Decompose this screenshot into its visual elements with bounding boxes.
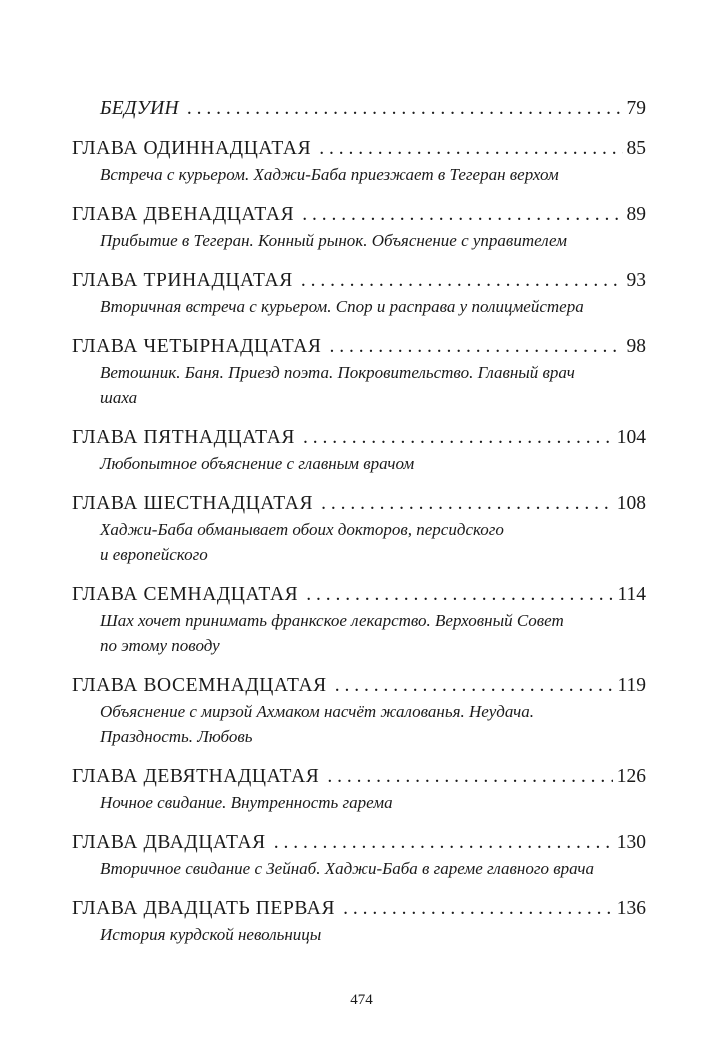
toc-entry-heading — [72, 764, 646, 790]
chapter-title: ГЛАВА ДВЕНАДЦАТАЯ — [72, 204, 295, 225]
page-number: 474 — [350, 992, 373, 1008]
chapter-page-number: 98 — [626, 336, 646, 357]
toc-entry — [72, 425, 646, 476]
chapter-title: ГЛАВА ДЕВЯТНАДЦАТАЯ — [72, 766, 320, 787]
chapter-page-number: 114 — [617, 584, 646, 605]
chapter-page-number: 126 — [616, 766, 646, 787]
toc-entry — [72, 582, 646, 658]
chapter-description-line: Хаджи-Баба обманывает обоих докторов, персидского — [100, 520, 504, 539]
chapter-title: ГЛАВА ДВАДЦАТАЯ — [72, 832, 266, 853]
chapter-description-line: Вторичная встреча с курьером. Спор и расправа у полицмейстера — [100, 297, 584, 316]
dot-leader — [302, 202, 622, 228]
chapter-page-number: 136 — [616, 898, 646, 919]
chapter-description-line: Шах хочет принимать франкское лекарство. Верховный Совет — [100, 611, 564, 630]
chapter-description-line: История курдской невольницы — [100, 925, 322, 944]
chapter-title: ГЛАВА СЕМНАДЦАТАЯ — [72, 584, 299, 605]
chapter-page-number: 85 — [626, 138, 646, 159]
chapter-page-number: 104 — [616, 427, 646, 448]
toc-entry — [72, 830, 646, 881]
toc-entry — [72, 202, 646, 253]
chapter-description-line: Ночное свидание. Внутренность гарема — [100, 793, 393, 812]
toc-entry-heading — [72, 673, 646, 699]
toc-entry-title: БЕДУИН — [100, 98, 179, 119]
chapter-title: ГЛАВА ВОСЕМНАДЦАТАЯ — [72, 675, 327, 696]
dot-leader — [330, 334, 623, 360]
chapter-title: ГЛАВА ОДИННАДЦАТАЯ — [72, 138, 312, 159]
chapter-title: ГЛАВА ЧЕТЫРНАДЦАТАЯ — [72, 336, 322, 357]
dot-leader — [319, 136, 622, 162]
chapter-title: ГЛАВА ШЕСТНАДЦАТАЯ — [72, 493, 314, 514]
toc-entry — [72, 268, 646, 319]
toc-entry — [72, 491, 646, 567]
toc-entry-heading — [72, 896, 646, 922]
toc-entry-heading — [72, 268, 646, 294]
chapter-page-number: 119 — [617, 675, 646, 696]
chapter-description-line: Вторичное свидание с Зейнаб. Хаджи-Баба в гареме главного врача — [100, 859, 595, 878]
dot-leader — [321, 491, 613, 517]
toc-entry — [72, 764, 646, 815]
chapter-title: ГЛАВА ТРИНАДЦАТАЯ — [72, 270, 293, 291]
toc-entry-heading — [72, 334, 646, 360]
chapter-description-line: и европейского — [100, 545, 208, 564]
dot-leader — [343, 896, 613, 922]
dot-leader — [303, 425, 613, 451]
chapter-description-line: по этому поводу — [100, 636, 220, 655]
dot-leader — [187, 96, 623, 122]
toc-entry — [72, 334, 646, 410]
toc-entry — [72, 136, 646, 187]
chapter-title: ГЛАВА ПЯТНАДЦАТАЯ — [72, 427, 295, 448]
dot-leader — [335, 673, 614, 699]
dot-leader — [301, 268, 623, 294]
toc-entry — [72, 896, 646, 947]
chapter-page-number: 108 — [616, 493, 646, 514]
dot-leader — [327, 764, 612, 790]
toc-entry-heading — [72, 425, 646, 451]
toc-entry-heading — [72, 96, 646, 122]
toc-entry-heading — [72, 136, 646, 162]
toc-entry-intro — [72, 96, 646, 122]
chapter-title: ГЛАВА ДВАДЦАТЬ ПЕРВАЯ — [72, 898, 336, 919]
chapter-description-line: Прибытие в Тегеран. Конный рынок. Объяснение с управителем — [100, 231, 568, 250]
dot-leader — [306, 582, 613, 608]
table-of-contents — [72, 96, 646, 962]
chapter-description-line: Ветошник. Баня. Приезд поэта. Покровительство. Главный врач — [100, 363, 575, 382]
toc-entry-heading — [72, 830, 646, 856]
chapter-page-number: 130 — [616, 832, 646, 853]
chapter-description-line: шаха — [100, 388, 138, 407]
chapter-description-line: Праздность. Любовь — [100, 727, 253, 746]
chapter-description-line: Объяснение с мирзой Ахмаком насчёт жалованья. Неудача. — [100, 702, 535, 721]
toc-entry-page: 79 — [626, 98, 646, 119]
toc-entry-heading — [72, 202, 646, 228]
toc-entry — [72, 673, 646, 749]
chapter-page-number: 89 — [626, 204, 646, 225]
toc-entry-heading — [72, 491, 646, 517]
chapter-description-line: Любопытное объяснение с главным врачом — [100, 454, 415, 473]
dot-leader — [274, 830, 613, 856]
toc-entry-heading — [72, 582, 646, 608]
chapter-page-number: 93 — [626, 270, 646, 291]
chapter-list — [72, 136, 646, 947]
chapter-description-line: Встреча с курьером. Хаджи-Баба приезжает в Тегеран верхом — [100, 165, 559, 184]
